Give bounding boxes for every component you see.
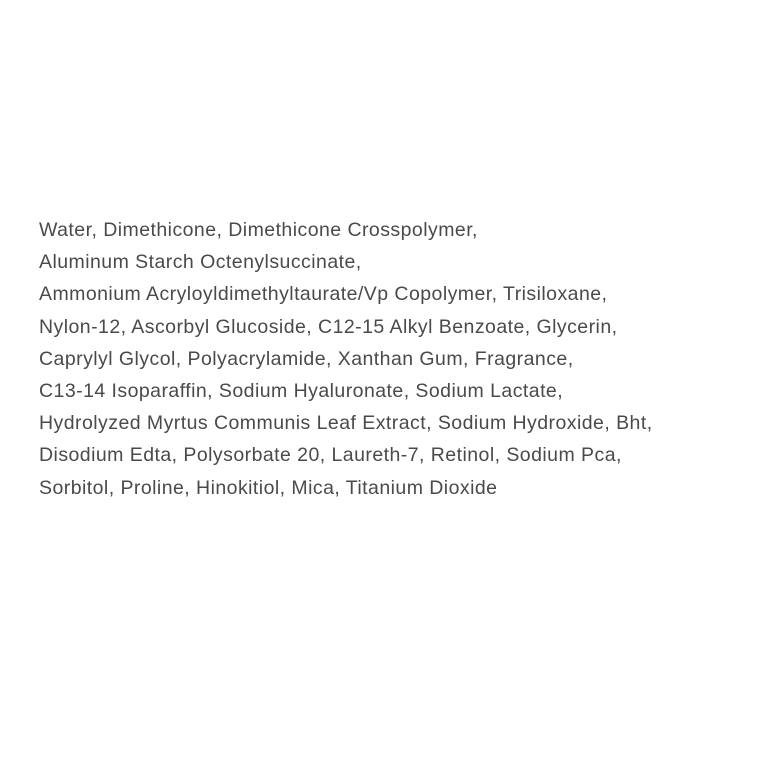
ingredients-line: Nylon-12, Ascorbyl Glucoside, C12-15 Alkyl Benzoate, Glycerin, [39, 315, 618, 338]
ingredients-line: Disodium Edta, Polysorbate 20, Laureth-7, Retinol, Sodium Pca, [39, 444, 622, 467]
ingredients-line: Water, Dimethicone, Dimethicone Crosspolymer, [39, 219, 478, 241]
ingredients-line: Hydrolyzed Myrtus Communis Leaf Extract, Sodium Hydroxide, Bht, [39, 412, 653, 435]
ingredients-line: Aluminum Starch Octenylsuccinate, [39, 251, 362, 274]
ingredients-line: Ammonium Acryloyldimethyltaurate/Vp Copolymer, Trisiloxane, [39, 283, 608, 306]
ingredients-line: Caprylyl Glycol, Polyacrylamide, Xanthan Gum, Fragrance, [39, 347, 574, 370]
ingredients-line: C13-14 Isoparaffin, Sodium Hyaluronate, Sodium Lactate, [39, 380, 564, 403]
ingredients-list [39, 214, 739, 504]
ingredients-line: Sorbitol, Proline, Hinokitiol, Mica, Titanium Dioxide [39, 476, 498, 499]
